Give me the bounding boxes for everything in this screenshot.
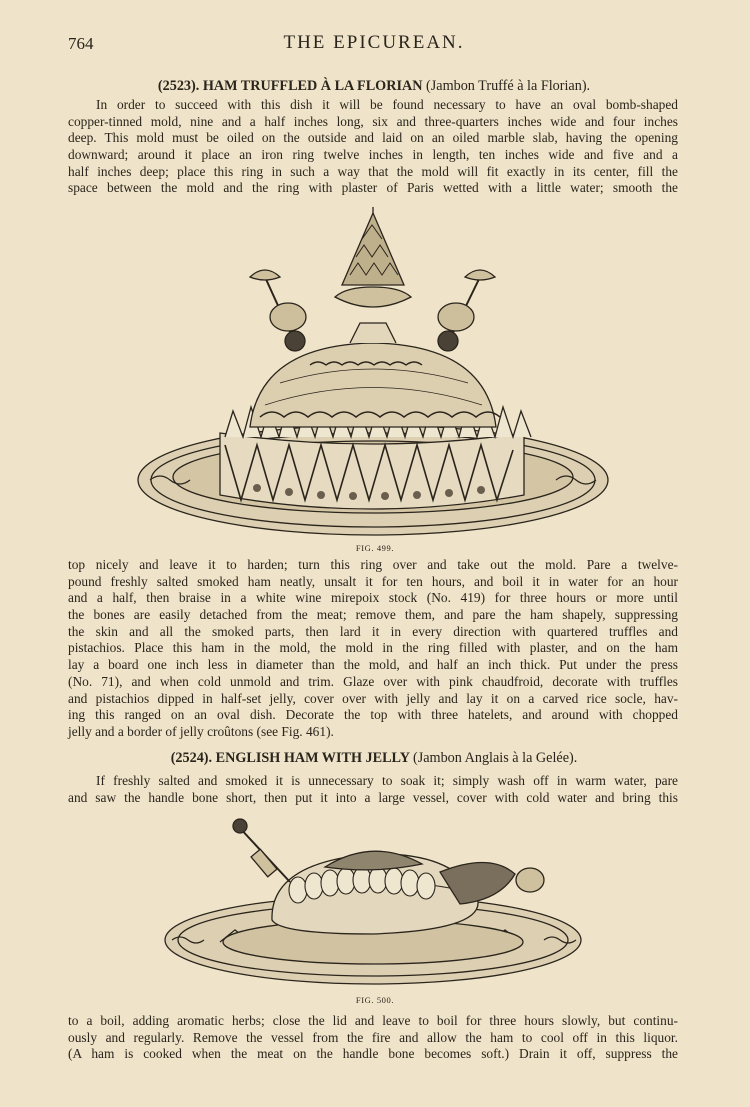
page-number: 764 bbox=[68, 34, 94, 53]
text-line: top nicely and leave it to harden; turn this ring over and take out the mold. Pare a twelve- bbox=[68, 557, 678, 572]
recipe-2523-intro bbox=[68, 97, 678, 197]
text-line: ously and regularly. Remove the vessel from the fire and allow the ham to cool off in this liquor. bbox=[68, 1029, 678, 1045]
recipe-2524-french-title: (Jambon Anglais à la Gelée). bbox=[412, 750, 578, 766]
text-line: jelly and a border of jelly croûtons (see Fig. 461). bbox=[68, 723, 334, 739]
recipe-2523-method bbox=[68, 557, 678, 741]
running-title: THE EPICUREAN. bbox=[283, 32, 465, 53]
text-line: and saw the handle bone short, then put it into a large vessel, cover with cold water and bring this bbox=[68, 789, 678, 805]
text-line: ing this ranged on an oval dish. Decorate the top with three hatelets, and around with chopped bbox=[68, 707, 678, 723]
figure-500-caption: FIG. 500. bbox=[355, 995, 395, 1005]
text-line: In order to succeed with this dish it will be found necessary to have an oval bomb-shaped bbox=[96, 97, 678, 112]
figure-499-illustration bbox=[130, 205, 620, 540]
text-line: (A ham is cooked when the meat on the handle bone becomes soft.) Drain it off, suppress the bbox=[68, 1046, 678, 1062]
recipe-2524-heading bbox=[68, 750, 680, 767]
text-line: and pistachios dipped in half-set jelly, cover over with jelly and lay it on a carved rice socle, hav- bbox=[68, 690, 678, 706]
text-line: downward; around it place an iron ring twelve inches in length, ten inches wide and five and a bbox=[68, 147, 678, 163]
text-line: pistachios. Place this ham in the mold, the mold in the ring filled with plaster, and on the ham bbox=[68, 640, 678, 656]
text-line: If freshly salted and smoked it is unnecessary to soak it; simply wash off in warm water, pare bbox=[96, 773, 678, 788]
text-line: lay a board one inch less in diameter than the mold, and half an inch thick. Put under the press bbox=[68, 657, 678, 673]
recipe-2524-method bbox=[68, 1013, 678, 1063]
text-line: deep. This mold must be oiled on the outside and laid on an oiled marble slab, having the opening bbox=[68, 130, 678, 146]
figure-499-caption: FIG. 499. bbox=[355, 543, 395, 553]
recipe-2524-intro bbox=[68, 773, 678, 806]
text-line: (No. 71), and when cold unmold and trim. Glaze over with pink chaudfroid, decorate with truffles bbox=[68, 673, 678, 689]
recipe-2523-french-title: (Jambon Truffé à la Florian). bbox=[426, 78, 591, 94]
page-header bbox=[68, 32, 680, 58]
text-line: copper-tinned mold, nine and a half inches long, six and three-quarters inches wide and four inches bbox=[68, 113, 678, 129]
text-line: pound freshly salted smoked ham neatly, unsalt it for ten hours, and boil it in water for an hour bbox=[68, 573, 678, 589]
figure-500-illustration bbox=[160, 812, 590, 992]
text-line: the bones are easily detached from the meat; remove them, and pare the ham shapely, suppressing bbox=[68, 607, 678, 623]
text-line: to a boil, adding aromatic herbs; close the lid and leave to boil for three hours slowly, but continu- bbox=[68, 1013, 678, 1028]
text-line: half inches deep; place this ring in such a way that the mold will fit exactly in its center, fill the bbox=[68, 163, 678, 179]
text-line: space between the mold and the ring with plaster of Paris wetted with a little water; smooth the bbox=[68, 180, 678, 196]
text-line: and a half, then braise in a white wine mirepoix stock (No. 419) for three hours or more until bbox=[68, 590, 678, 606]
recipe-2524-title: (2524). ENGLISH HAM WITH JELLY bbox=[170, 750, 410, 766]
recipe-2523-title: (2523). HAM TRUFFLED À LA FLORIAN bbox=[157, 78, 423, 94]
recipe-2523-heading bbox=[68, 78, 680, 95]
text-line: the skin and all the smoked parts, then lard it in every direction with quartered truffles and bbox=[68, 623, 678, 639]
